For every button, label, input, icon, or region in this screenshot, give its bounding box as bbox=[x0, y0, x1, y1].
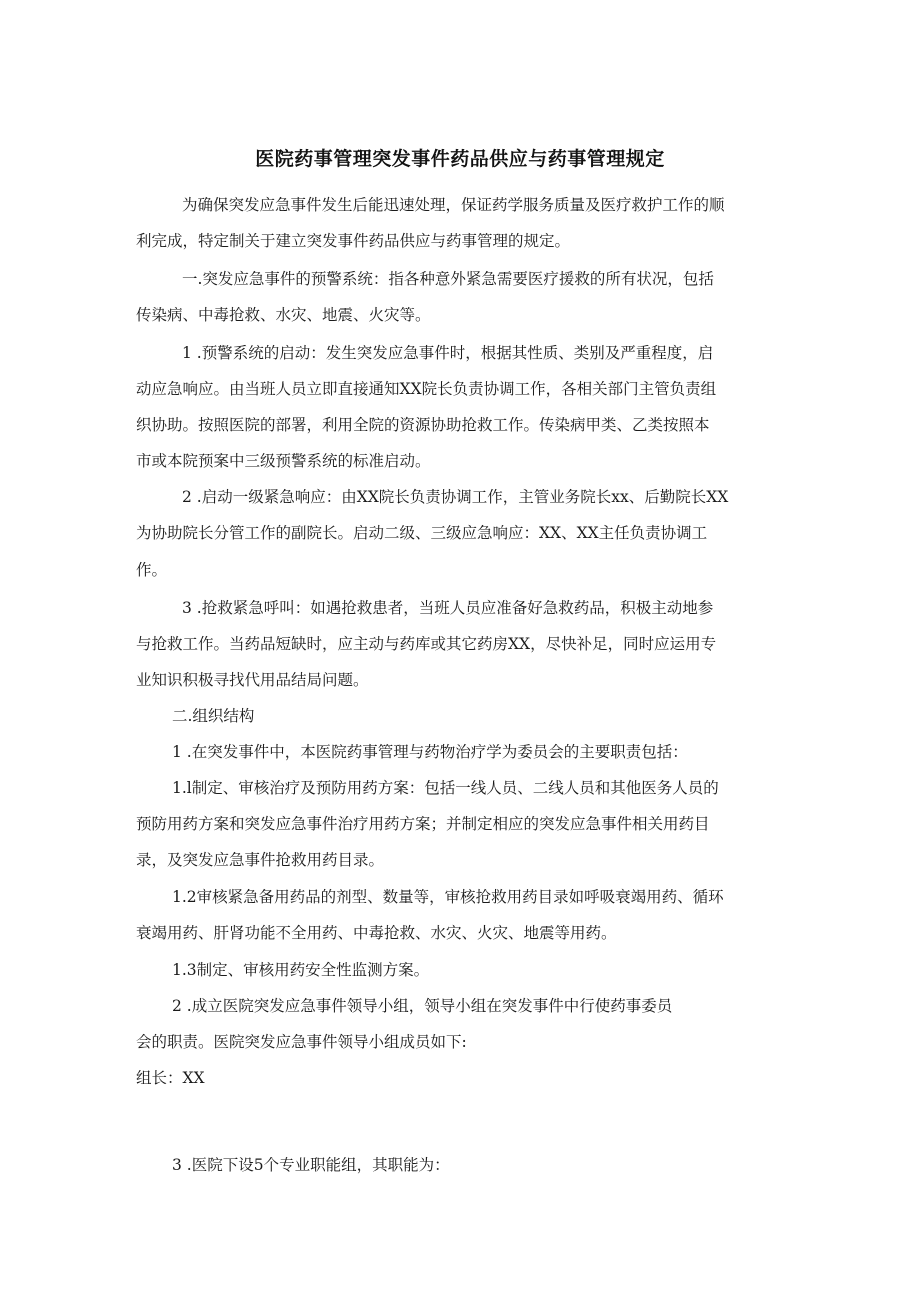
paragraph-line: 3 .医院下设5个专业职能组，其职能为： bbox=[172, 1156, 450, 1174]
paragraph-line: 衰竭用药、肝肾功能不全用药、中毒抢救、水灾、火灾、地震等用药。 bbox=[136, 924, 617, 942]
paragraph-line: 传染病、中毒抢救、水灾、地震、火灾等。 bbox=[136, 306, 431, 324]
paragraph-line: 为确保突发应急事件发生后能迅速处理，保证药学服务质量及医疗救护工作的顺 bbox=[182, 196, 725, 214]
paragraph-line: 2 .成立医院突发应急事件领导小组，领导小组在突发事件中行使药事委员 bbox=[172, 997, 673, 1015]
paragraph-line: 与抢救工作。当药品短缺时，应主动与药库或其它药房XX，尽快补足，同时应运用专 bbox=[136, 635, 717, 653]
paragraph-line: 组长：XX bbox=[136, 1069, 205, 1087]
paragraph-line: 一.突发应急事件的预警系统：指各种意外紧急需要医疗援救的所有状况，包括 bbox=[182, 270, 714, 288]
paragraph-line: 1.l制定、审核治疗及预防用药方案：包括一线人员、二线人员和其他医务人员的 bbox=[172, 779, 719, 797]
paragraph-line: 利完成，特定制关于建立突发事件药品供应与药事管理的规定。 bbox=[136, 232, 571, 250]
paragraph-line: 动应急响应。由当班人员立即直接通知XX院长负责协调工作，各相关部门主管负责组 bbox=[136, 380, 717, 398]
paragraph-line: 织协助。按照医院的部署，利用全院的资源协助抢救工作。传染病甲类、乙类按照本 bbox=[136, 416, 710, 434]
section-heading: 二.组织结构 bbox=[172, 707, 255, 725]
paragraph-line: 3 .抢救紧急呼叫：如遇抢救患者，当班人员应准备好急救药品，积极主动地参 bbox=[182, 599, 714, 617]
paragraph-line: 作。 bbox=[136, 561, 168, 579]
paragraph-line: 预防用药方案和突发应急事件治疗用药方案；并制定相应的突发应急事件相关用药目 bbox=[136, 815, 710, 833]
paragraph-line: 2 .启动一级紧急响应：由XX院长负责协调工作，主管业务院长xx、后勤院长XX bbox=[182, 488, 729, 506]
paragraph-line: 录，及突发应急事件抢救用药目录。 bbox=[136, 851, 385, 869]
paragraph-line: 会的职责。医院突发应急事件领导小组成员如下: bbox=[136, 1033, 467, 1051]
paragraph-line: 1.2审核紧急备用药品的剂型、数量等，审核抢救用药目录如呼吸衰竭用药、循环 bbox=[172, 888, 724, 906]
paragraph-line: 1 .在突发事件中，本医院药事管理与药物治疗学为委员会的主要职责包括： bbox=[172, 743, 688, 761]
paragraph-line: 1.3制定、审核用药安全性监测方案。 bbox=[172, 961, 430, 979]
paragraph-line: 市或本院预案中三级预警系统的标准启动。 bbox=[136, 452, 431, 470]
document-title: 医院药事管理突发事件药品供应与药事管理规定 bbox=[255, 148, 665, 170]
paragraph-line: 为协助院长分管工作的副院长。启动二级、三级应急响应：XX、XX主任负责协调工 bbox=[136, 524, 708, 542]
paragraph-line: 业知识积极寻找代用品结局问题。 bbox=[136, 671, 369, 689]
paragraph-line: 1 .预警系统的启动：发生突发应急事件时，根据其性质、类别及严重程度，启 bbox=[182, 344, 714, 362]
